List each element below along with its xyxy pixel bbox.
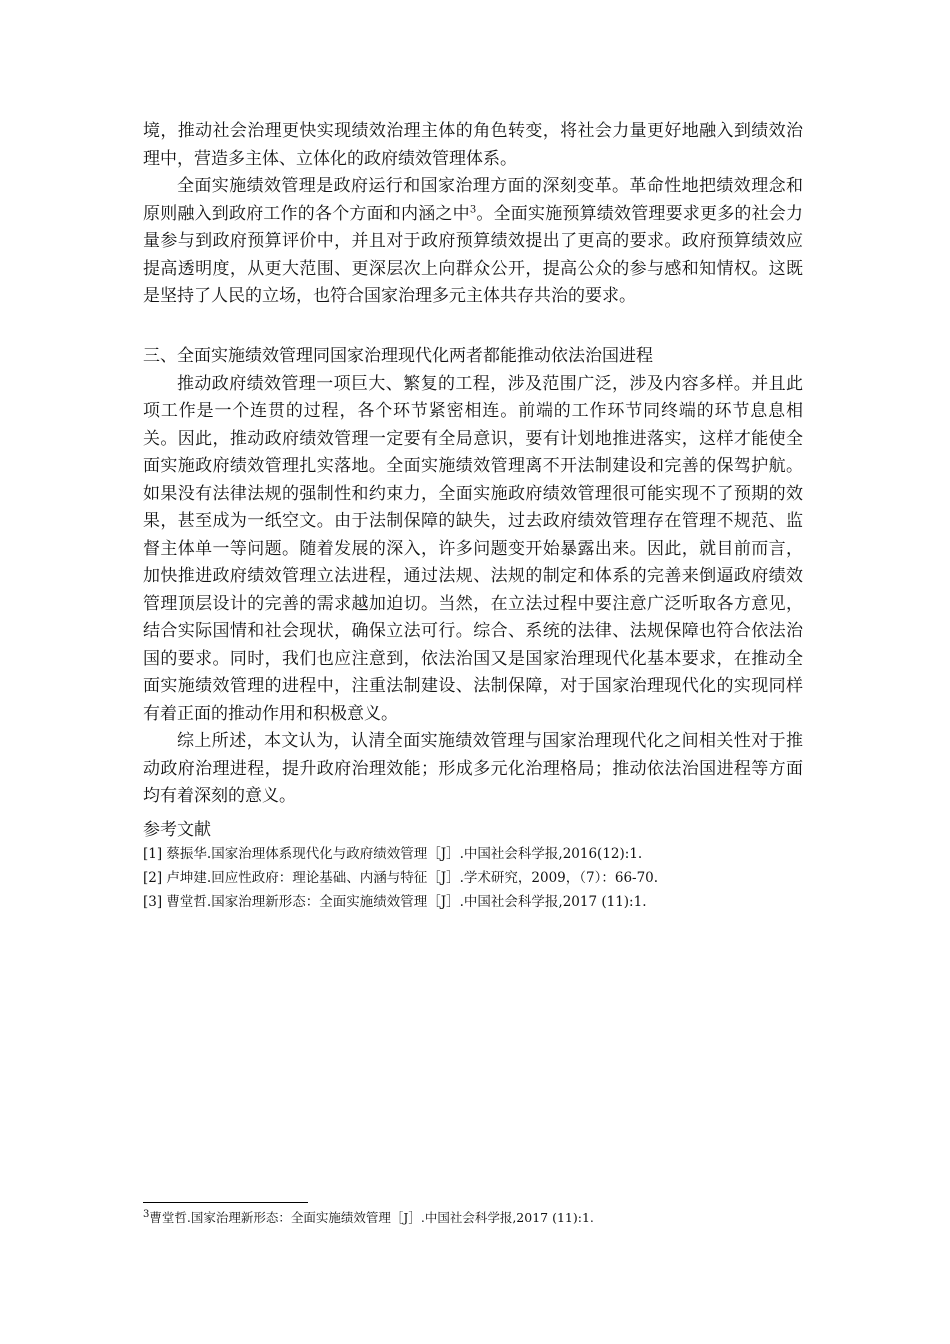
- references-heading: 参考文献: [143, 820, 211, 840]
- paragraph-text: 全面实施绩效管理是政府运行和国家治理方面的深刻变革。革命性地把绩效理念和原则融入到政府工作的各个方面和内涵之中: [143, 176, 803, 224]
- footnote-separator: [143, 1202, 308, 1203]
- paragraph: 推动政府绩效管理一项巨大、繁复的工程，涉及范围广泛，涉及内容多样。并且此项工作是一个连贯的过程，各个环节紧密相连。前端的工作环节同终端的环节息息相关。因此，推动政府绩效管理一定要有全局意识，要有计划地推进落实，这样才能使全面实施政府绩效管理扎实落地。全面实施绩效管理离不开法制建设和完善的保驾护航。如果没有法律法规的强制性和约束力，全面实施政府绩效管理很可能实现不了预期的效果，甚至成为一纸空文。由于法制保障的缺失，过去政府绩效管理存在管理不规范、监督主体单一等问题。随着发展的深入，许多问题变开始暴露出来。因此，就目前而言，加快推进政府绩效管理立法进程，通过法规、法规的制定和体系的完善来倒逼政府绩效管理顶层设计的完善的需求越加迫切。当然，在立法过程中要注意广泛听取各方意见，结合实际国情和社会现状，确保立法可行。综合、系统的法律、法规保障也符合依法治国的要求。同时，我们也应注意到，依法治国又是国家治理现代化基本要求，在推动全面实施绩效管理的进程中，注重法制建设、法制保障，对于国家治理现代化的实现同样有着正面的推动作用和积极意义。: [143, 373, 803, 724]
- footnote-text: 曹堂哲.国家治理新形态：全面实施绩效管理［J］.中国社会科学报,2017 (11):1.: [149, 1210, 594, 1225]
- paragraph: 综上所述，本文认为，认清全面实施绩效管理与国家治理现代化之间相关性对于推动政府治理进程，提升政府治理效能；形成多元化治理格局；推动依法治国进程等方面均有着深刻的意义。: [143, 731, 803, 806]
- paragraph: 境，推动社会治理更快实现绩效治理主体的角色转变，将社会力量更好地融入到绩效治理中，营造多主体、立体化的政府绩效管理体系。: [143, 121, 803, 169]
- reference-item: [3] 曹堂哲.国家治理新形态：全面实施绩效管理［J］.中国社会科学报,2017 (11):1.: [143, 894, 647, 910]
- reference-item: [2] 卢坤建.回应性政府：理论基础、内涵与特征［J］.学术研究，2009，（7）：66-70.: [143, 870, 659, 886]
- section-heading: 三、全面实施绩效管理同国家治理现代化两者都能推动依法治国进程: [143, 346, 653, 366]
- footnote-mark: 3: [143, 1208, 150, 1220]
- paragraph-text: 。全面实施预算绩效管理要求更多的社会力量参与到政府预算评价中，并且对于政府预算绩效提出了更高的要求。政府预算绩效应提高透明度，从更大范围、更深层次上向群众公开，提高公众的参与感和知情权。这既是坚持了人民的立场，也符合国家治理多元主体共存共治的要求。: [143, 203, 803, 306]
- reference-list: [143, 842, 823, 914]
- footnote-ref[interactable]: 3: [469, 203, 477, 215]
- footnote: [143, 1208, 594, 1226]
- section-2-tail: [143, 118, 803, 311]
- paragraph: [143, 173, 803, 311]
- reference-item: [1] 蔡振华.国家治理体系现代化与政府绩效管理［J］.中国社会科学报,2016(12):1.: [143, 846, 643, 862]
- section-3: [143, 343, 803, 811]
